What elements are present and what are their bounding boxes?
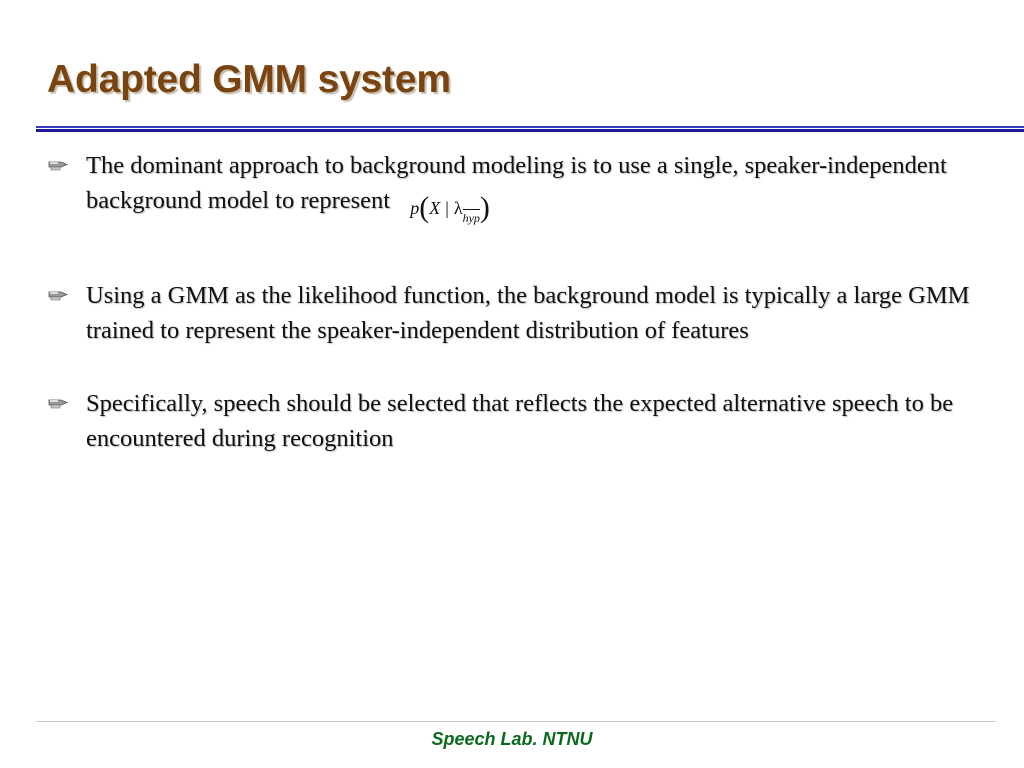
bullet-item bbox=[48, 278, 983, 348]
bullet-item bbox=[48, 148, 983, 236]
bullet-text: Specifically, speech should be selected that reflects the expected alternative speech to be encountered during recognition bbox=[86, 390, 954, 452]
formula-p-x-given-lambda-hyp: p(X | λ $_{hyp}$) bbox=[410, 191, 490, 225]
pointing-hand-icon bbox=[48, 396, 70, 410]
footer-label: Speech Lab. NTNU bbox=[431, 729, 593, 749]
bullet-text: Using a GMM as the likelihood function, the background model is typically a large GMM trained to represent the speaker-independent distribution of features bbox=[86, 282, 970, 344]
pointing-hand-icon bbox=[48, 288, 70, 302]
bullet-item bbox=[48, 386, 983, 456]
pointing-hand-icon bbox=[48, 158, 70, 172]
bullet-text: The dominant approach to background modeling is to use a single, speaker-independent background model to represent bbox=[86, 152, 947, 214]
slide-title: Adapted GMM system bbox=[47, 58, 451, 101]
title-divider bbox=[36, 126, 1024, 133]
bullet-list bbox=[48, 148, 983, 498]
footer-divider bbox=[36, 721, 996, 722]
